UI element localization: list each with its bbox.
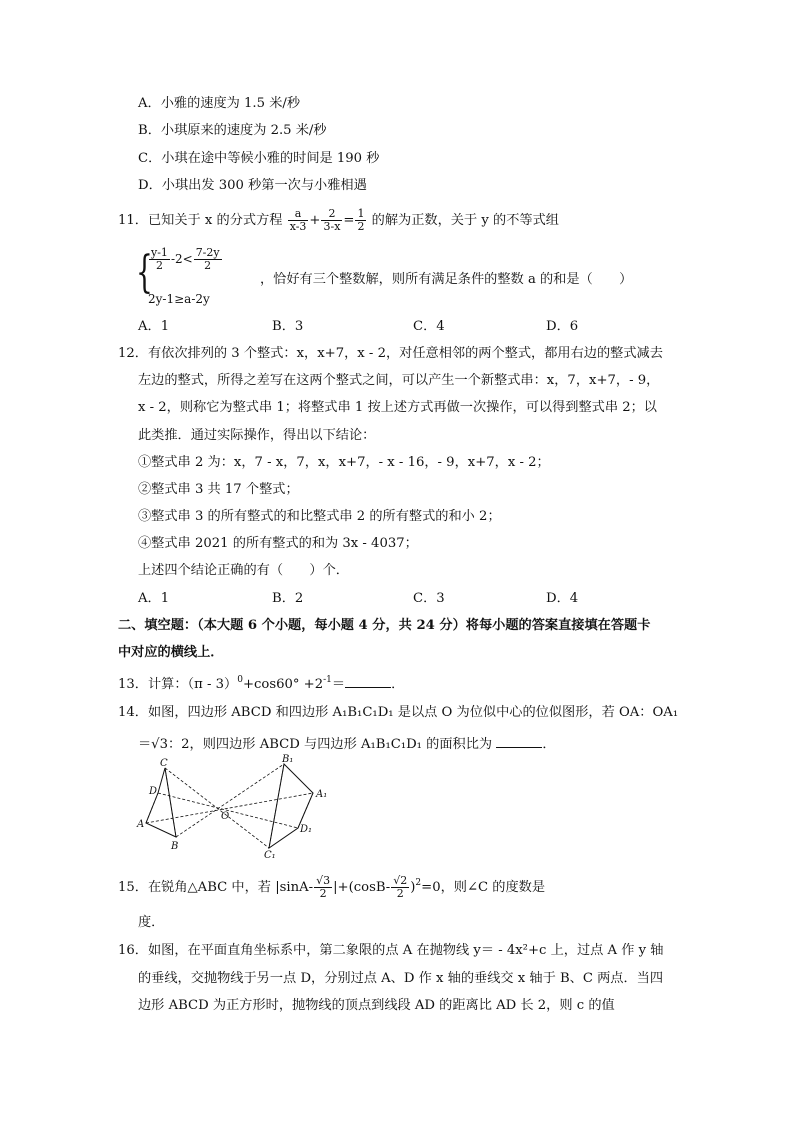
label-c1: C₁ <box>264 850 276 861</box>
section2-heading-line1: 二、填空题：（本大题 6 个小题，每小题 4 分，共 24 分）将每小题的答案直接填在答题卡 <box>118 618 651 633</box>
q10-option-c: C．小琪在途中等候小雅的时间是 190 秒 <box>138 151 380 166</box>
q12-option-a: A．1 <box>138 591 170 606</box>
q12-option-d: D．4 <box>546 591 579 606</box>
label-d: D <box>149 786 158 797</box>
q16-line3: 边形 ABCD 为正方形时，抛物线的顶点到线段 AD 的距离比 AD 长 2，则 c 的值 <box>138 998 615 1013</box>
q14-answer-blank <box>496 734 542 748</box>
q13-answer-blank <box>345 674 391 688</box>
q10-option-b: B．小琪原来的速度为 2.5 米/秒 <box>138 123 327 138</box>
q16-line1: 16．如图，在平面直角坐标系中，第二象限的点 A 在抛物线 y＝ - 4x²+c 上，过点 A 作 y 轴 <box>118 943 664 958</box>
q11-system-brace: { <box>136 247 153 298</box>
q12-line2: 左边的整式，所得之差写在这两个整式之间，可以产生一个新整式串：x，7，x+7，- 9， <box>138 373 660 388</box>
q11-fraction-1: $\frac{a}{x-3}$ <box>289 207 307 233</box>
q12-option-b: B．2 <box>272 591 304 606</box>
q14-line1: 14．如图，四边形 ABCD 和四边形 A₁B₁C₁D₁ 是以点 O 为位似中心的位似图形，若 OA：OA₁ <box>118 705 679 720</box>
q11-option-b: B．3 <box>272 319 304 334</box>
q12-conclusion-3: ③整式串 3 的所有整式的和比整式串 2 的所有整式的和小 2； <box>138 509 501 524</box>
q11-stem-line1: 11．已知关于 x 的分式方程 $\frac{a}{x-3}$ + $\frac{2}{3-x}$ = $\frac{1}{2}$ 的解为正数，关于 y 的不等式组 <box>118 207 559 233</box>
q12-conclusion-1: ①整式串 2 为：x，7 - x，7，x，x+7，- x - 16，- 9，x+7，x - 2； <box>138 455 550 470</box>
q11-inequality-2: 2y-1≥a-2y <box>148 292 210 306</box>
q12-conclusion-2: ②整式串 3 共 17 个整式； <box>138 482 299 497</box>
q11-stem-c: ，恰好有三个整数解，则所有满足条件的整数 a 的和是（ ） <box>260 272 633 287</box>
label-b: B <box>171 841 179 852</box>
q16-line2: 的垂线，交抛物线于另一点 D，分别过点 A、D 作 x 轴的垂线交 x 轴于 B、C 两点．当四 <box>138 971 664 986</box>
q14-figure <box>130 754 340 861</box>
q12-line4: 此类推．通过实际操作，得出以下结论： <box>138 428 376 443</box>
quad-a1b1c1d1 <box>269 764 313 848</box>
q12-option-c: C．3 <box>413 591 445 606</box>
q15-line1: 15．在锐角△ABC 中，若 |sinA- $\frac{√3}{2}$ |+(cosB- $\frac{√2}{2}$ )$^2$=0，则∠C 的度数是 <box>118 874 546 900</box>
quad-abcd <box>146 768 176 837</box>
q11-option-d: D．6 <box>546 319 579 334</box>
q12-conclusion-4: ④整式串 2021 的所有整式的和为 3x - 4037； <box>138 536 418 551</box>
q10-option-a: A．小雅的速度为 1.5 米/秒 <box>138 96 301 111</box>
q11-stem-b: 的解为正数，关于 y 的不等式组 <box>371 213 559 228</box>
label-b1: B₁ <box>282 754 294 765</box>
q11-inequality-1: $\frac{y-1}{2}$ -2< $\frac{7-2y}{2}$ <box>151 246 220 272</box>
label-d1: D₁ <box>300 824 313 835</box>
q11-option-a: A．1 <box>138 319 170 334</box>
q11-option-c: C．4 <box>413 319 445 334</box>
section2-heading-line2: 中对应的横线上． <box>118 645 224 660</box>
label-o: O <box>221 811 230 822</box>
q12-question: 上述四个结论正确的有（ ）个． <box>138 563 349 578</box>
q13-line: 13．计算：$(\pi - 3)^0+\cos 60^\circ +2^{-1}=$ ． <box>118 675 405 692</box>
q11-fraction-3: $\frac{1}{2}$ <box>357 207 365 233</box>
q12-line1: 12．有依次排列的 3 个整式：x，x+7，x - 2，对任意相邻的两个整式，都用右边的整式减去 <box>118 346 663 361</box>
label-a1: A₁ <box>316 789 328 800</box>
q14-line2: ＝√3：2，则四边形 ABCD 与四边形 A₁B₁C₁D₁ 的面积比为 ． <box>138 734 556 754</box>
q12-line3: x - 2，则称它为整式串 1；将整式串 1 按上述方式再做一次操作，可以得到整式串 2；以 <box>138 400 657 415</box>
q10-option-d: D．小琪出发 300 秒第一次与小雅相遇 <box>138 178 367 193</box>
q15-line2: 度． <box>138 915 165 930</box>
label-a: A <box>137 819 145 830</box>
q11-fraction-2: $\frac{2}{3-x}$ <box>323 207 341 233</box>
label-c: C <box>160 758 168 769</box>
q11-stem-a: 11．已知关于 x 的分式方程 <box>118 213 283 228</box>
